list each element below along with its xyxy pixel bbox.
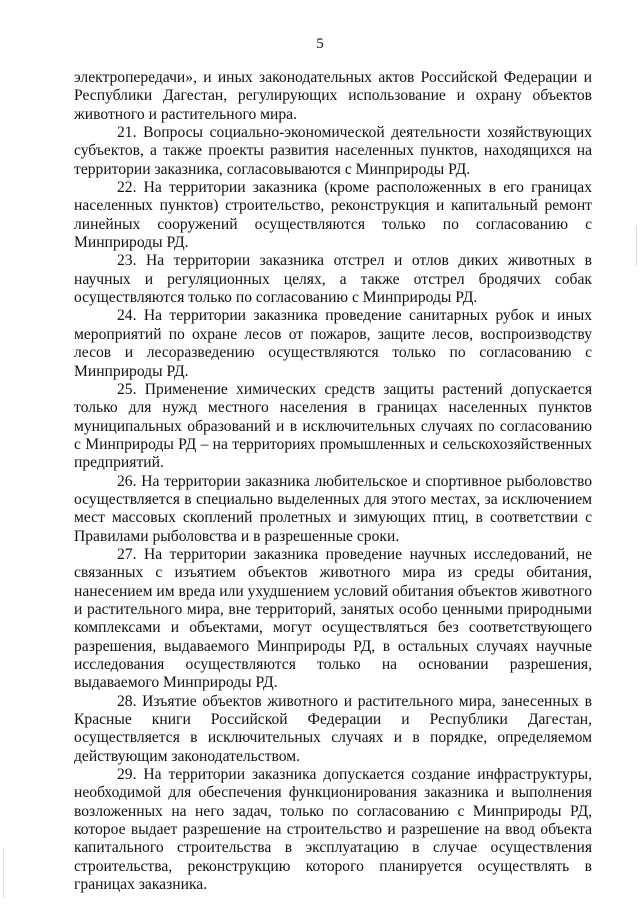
scan-artifact-right	[636, 226, 637, 266]
paragraph-26: 26. На территории заказника любительское и спортивное рыболовство осуществляется в специально выделенных для этого местах, за исключением мест массовых скоплений пролетных и зимующих птиц, в соответствии с Правилами рыболовства и в разрешенные сроки.	[74, 472, 592, 545]
paragraph-22: 22. На территории заказника (кроме расположенных в его границах населенных пунктов) строительство, реконструкция и капитальный ремонт линейных сооружений осуществляются только по согласованию с Минприроды РД.	[74, 179, 592, 252]
scan-artifact-left	[3, 848, 4, 898]
paragraph-intro-continuation: электропередачи», и иных законодательных актов Российской Федерации и Республики Дагестан, регулирующих использование и охрану объектов животного и растительного мира.	[74, 69, 592, 123]
paragraph-24: 24. На территории заказника проведение санитарных рубок и иных мероприятий по охране лесов от пожаров, защите лесов, воспроизводству лесов и лесоразведению осуществляются только по согласованию с Минприроды РД.	[74, 307, 592, 380]
page-number: 5	[316, 36, 324, 52]
paragraph-23: 23. На территории заказника отстрел и отлов диких животных в научных и регуляционных целях, а также отстрел бродячих собак осуществляются только по согласованию с Минприроды РД.	[74, 252, 592, 307]
paragraph-25: 25. Применение химических средств защиты растений допускается только для нужд местного населения в границах населенных пунктов муниципальных образований и в исключительных случаях по согласованию с Минприроды РД – на территориях промышленных и сельскохозяйственных предприятий.	[74, 380, 592, 472]
paragraph-21: 21. Вопросы социально-экономической деятельности хозяйствующих субъектов, а также проекты развития населенных пунктов, находящихся на территории заказника, согласовываются с Минприроды РД.	[74, 124, 592, 178]
paragraph-29: 29. На территории заказника допускается создание инфраструктуры, необходимой для обеспечения функционирования заказника и выполнения возложенных на него задач, только по согласованию с Минприроды РД, которое выдает разрешение на строительство и разрешение на ввод объекта капитального строительства в эксплуатацию в случае осуществления строительства, реконструкцию которого планируется осуществлять в границах заказника.	[74, 766, 592, 894]
paragraph-27: 27. На территории заказника проведение научных исследований, не связанных с изъятием объектов животного мира из среды обитания, нанесением им вреда или ухудшением условий обитания объектов животного и растительного мира, вне территорий, занятых особо ценными природными комплексами и объектами, могут осуществляться без соответствующего разрешения, выдаваемого Минприроды РД, в остальных случаях научные исследования осуществляются только на основании разрешения, выдаваемого Минприроды РД.	[74, 545, 592, 692]
paragraph-28: 28. Изъятие объектов животного и растительного мира, занесенных в Красные книги Российской Федерации и Республики Дагестан, осуществляется в исключительных случаях и в порядке, определяемом действующим законодательством.	[74, 692, 592, 765]
document-body	[74, 69, 592, 894]
